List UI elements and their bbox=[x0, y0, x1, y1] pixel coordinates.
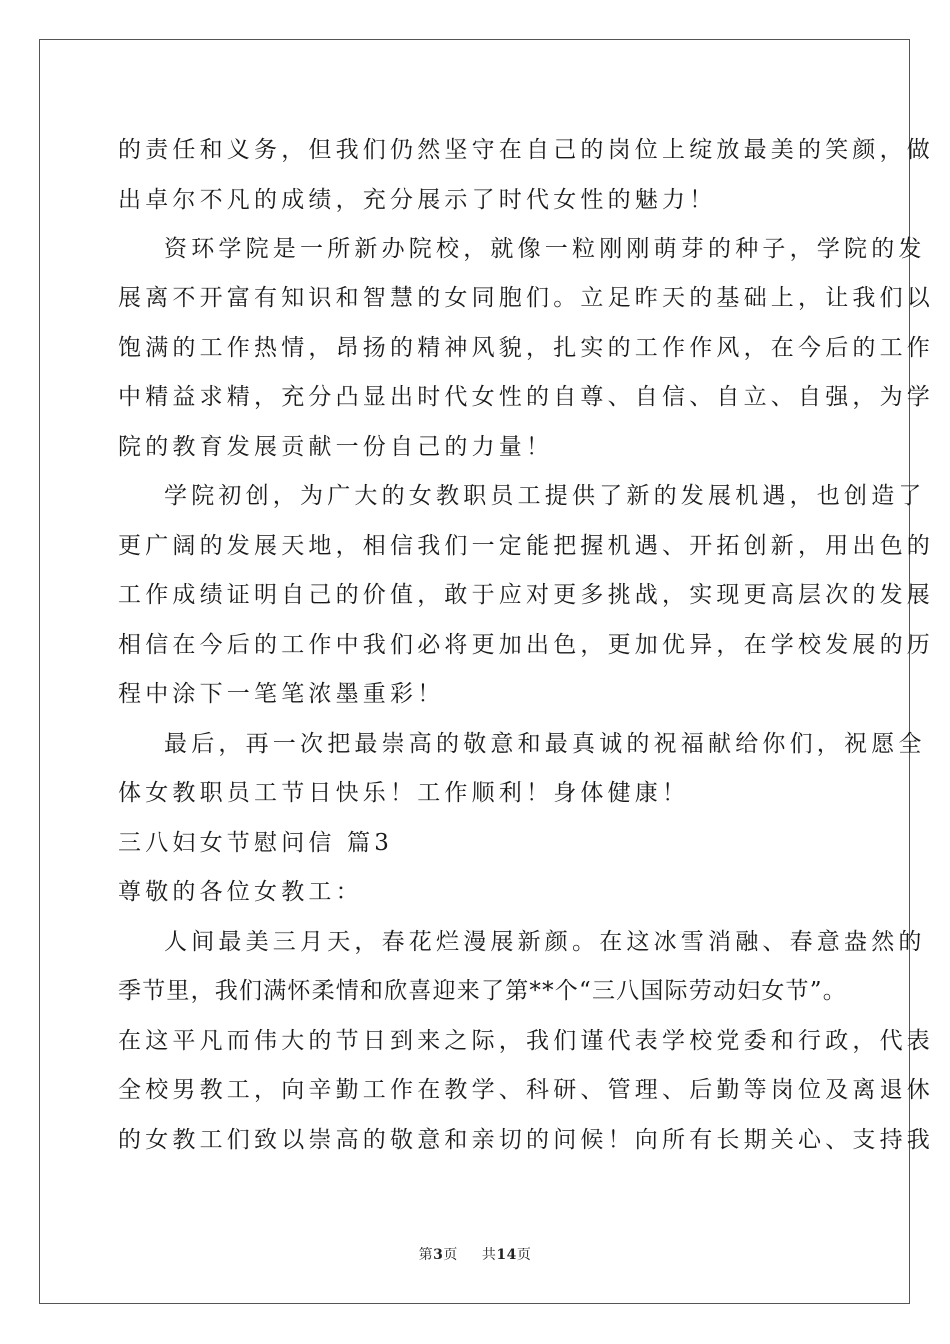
total-unit: 页 bbox=[516, 1247, 532, 1263]
paragraph-line: 程中涂下一笔笔浓墨重彩！ bbox=[118, 681, 445, 707]
paragraph-line: 资环学院是一所新办院校，就像一粒刚刚萌芽的种子，学院的发 bbox=[164, 236, 926, 262]
paragraph-line: 的责任和义务，但我们仍然坚守在自己的岗位上绽放最美的笑颜，做 bbox=[118, 137, 934, 163]
total-pages: 14 bbox=[496, 1247, 517, 1263]
paragraph-line: 人间最美三月天，春花烂漫展新颜。在这冰雪消融、春意盎然的 bbox=[164, 929, 926, 955]
paragraph-line: 出卓尔不凡的成绩，充分展示了时代女性的魅力！ bbox=[118, 187, 717, 213]
paragraph-line: 的女教工们致以崇高的敬意和亲切的问候！向所有长期关心、支持我 bbox=[118, 1127, 934, 1153]
paragraph-line: 全校男教工，向辛勤工作在教学、科研、管理、后勤等岗位及离退休 bbox=[118, 1077, 934, 1103]
total-prefix: 共 bbox=[481, 1247, 497, 1263]
paragraph-line: 相信在今后的工作中我们必将更加出色，更加优异，在学校发展的历 bbox=[118, 632, 934, 658]
paragraph-line: 季节里，我们满怀柔情和欣喜迎来了第**个“三八国际劳动妇女节”。 bbox=[118, 978, 847, 1004]
section-heading: 三八妇女节慰问信 篇3 bbox=[118, 830, 394, 856]
page-footer bbox=[0, 1244, 950, 1264]
page-unit: 页 bbox=[443, 1247, 458, 1263]
paragraph-line: 最后，再一次把最崇高的敬意和最真诚的祝福献给你们，祝愿全 bbox=[164, 731, 926, 757]
paragraph-line: 更广阔的发展天地，相信我们一定能把握机遇、开拓创新，用出色的 bbox=[118, 533, 934, 559]
paragraph-line: 体女教职员工节日快乐！工作顺利！身体健康！ bbox=[118, 780, 690, 806]
paragraph-line: 学院初创，为广大的女教职员工提供了新的发展机遇，也创造了 bbox=[164, 483, 926, 509]
page-prefix: 第 bbox=[418, 1247, 434, 1263]
paragraph-line: 中精益求精，充分凸显出时代女性的自尊、自信、自立、自强，为学 bbox=[118, 384, 934, 410]
paragraph-line: 院的教育发展贡献一份自己的力量！ bbox=[118, 434, 554, 460]
salutation: 尊敬的各位女教工： bbox=[118, 879, 363, 905]
paragraph-line: 工作成绩证明自己的价值，敢于应对更多挑战，实现更高层次的发展 bbox=[118, 582, 934, 608]
page-current: 3 bbox=[433, 1247, 444, 1263]
paragraph-line: 饱满的工作热情，昂扬的精神风貌，扎实的工作作风，在今后的工作 bbox=[118, 335, 934, 361]
paragraph-line: 在这平凡而伟大的节日到来之际，我们谨代表学校党委和行政，代表 bbox=[118, 1028, 934, 1054]
paragraph-line: 展离不开富有知识和智慧的女同胞们。立足昨天的基础上，让我们以 bbox=[118, 285, 934, 311]
